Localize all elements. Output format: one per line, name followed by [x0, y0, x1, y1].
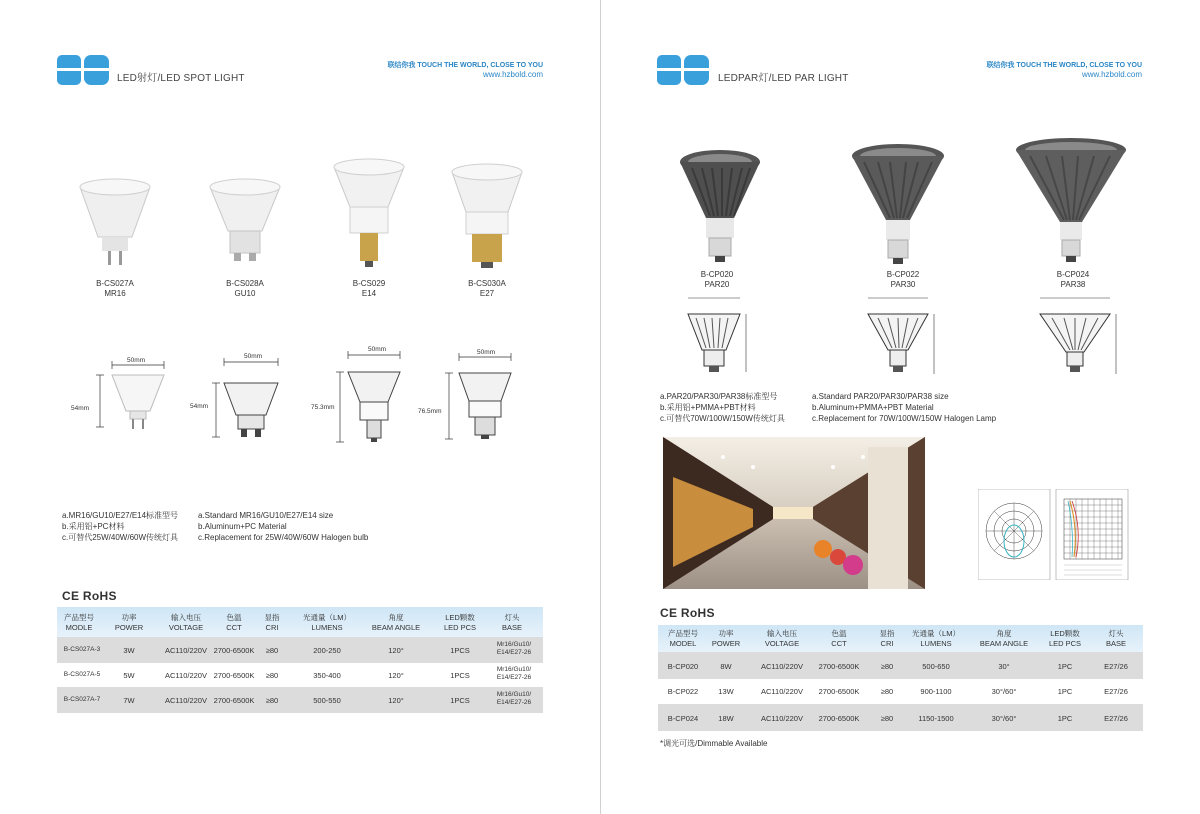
column-header: 光通量（LM） LUMENS: [912, 629, 960, 648]
cell-voltage: AC110/220V: [165, 671, 207, 680]
cell-power: 7W: [123, 696, 135, 705]
product-caption: B-CS027A MR16: [96, 279, 134, 298]
cell-voltage: AC110/220V: [761, 662, 803, 671]
mall-interior-photo: [663, 437, 925, 589]
table-row: [658, 704, 1143, 731]
column-header: 功率 POWER: [114, 613, 144, 632]
column-header: 产品型号 MODEL: [668, 629, 698, 648]
gu10-dimension-drawing: [200, 345, 310, 445]
cell-cri: ≥80: [265, 671, 279, 680]
product-caption: B-CS028A GU10: [226, 279, 264, 298]
light-distribution-chart: [978, 489, 1130, 580]
dimmable-footnote: *调光可选/Dimmable Available: [660, 739, 768, 748]
bd-logo-icon: [57, 55, 109, 85]
cell-cct: 2700-6500K: [818, 714, 860, 723]
cell-cct: 2700-6500K: [213, 696, 255, 705]
header-tagline: 联结你我 TOUCH THE WORLD, CLOSE TO YOU: [387, 62, 543, 69]
notes-english: a.Standard MR16/GU10/E27/E14 size b.Aluminum+PC Material c.Replacement for 25W/40W/60W Halogen bulb: [198, 511, 369, 542]
cell-cri: ≥80: [880, 714, 894, 723]
header-url: www.hzbold.com: [1081, 70, 1142, 79]
par20-lamp-icon: [678, 148, 762, 266]
mr16-bulb-icon: [78, 175, 152, 270]
e14-dimension-drawing: [330, 340, 420, 450]
dimension-height: 54mm: [190, 403, 209, 410]
table-row: [658, 652, 1143, 679]
product-caption: B-CS029 E14: [352, 279, 386, 298]
cell-led-pcs: 1PCS: [450, 696, 470, 705]
cell-beam-angle: 120°: [388, 671, 404, 680]
cell-cri: ≥80: [880, 662, 894, 671]
mr16-dimension-drawing: [60, 345, 170, 440]
header-tagline: 联结你我 TOUCH THE WORLD, CLOSE TO YOU: [986, 62, 1142, 69]
cell-model: B-CS027A-5: [63, 671, 101, 678]
cell-voltage: AC110/220V: [165, 646, 207, 655]
par30-lamp-icon: [850, 142, 946, 268]
dimension-height: 54mm: [71, 405, 90, 412]
cell-base: E27/26: [1104, 714, 1128, 723]
cell-cct: 2700-6500K: [213, 671, 255, 680]
column-header: 输入电压 VOLTAGE: [764, 629, 800, 648]
column-header: 显指 CRI: [264, 613, 280, 632]
product-caption: B-CP024 PAR38: [1056, 270, 1090, 289]
bd-logo-icon: [657, 55, 709, 85]
dimension-width: 50mm: [127, 357, 146, 364]
cell-power: 5W: [123, 671, 135, 680]
e27-bulb-icon: [450, 160, 524, 270]
dimension-width: 50mm: [244, 353, 263, 360]
par38-dimension-drawing: [1034, 292, 1130, 380]
cell-base: E27/26: [1104, 662, 1128, 671]
e14-bulb-icon: [332, 155, 406, 270]
cell-beam-angle: 120°: [388, 646, 404, 655]
certification-marks: CE RoHS: [62, 589, 117, 603]
page-title: LEDPAR灯/LED PAR LIGHT: [718, 73, 849, 84]
cell-cct: 2700-6500K: [818, 687, 860, 696]
page-title: LED射灯/LED SPOT LIGHT: [117, 73, 245, 84]
cell-lumens: 500-650: [922, 662, 950, 671]
cell-lumens: 500-550: [313, 696, 341, 705]
column-header: 显指 CRI: [879, 629, 895, 648]
column-header: 灯头 BASE: [501, 613, 522, 632]
table-header: [658, 625, 1143, 652]
column-header: LED颗数 LED PCS: [443, 613, 477, 632]
certification-marks: CE RoHS: [660, 606, 715, 620]
cell-voltage: AC110/220V: [761, 687, 803, 696]
column-header: 角度 BEAM ANGLE: [979, 629, 1029, 648]
cell-beam-angle: 120°: [388, 696, 404, 705]
par30-dimension-drawing: [862, 292, 948, 380]
column-header: 输入电压 VOLTAGE: [168, 613, 204, 632]
cell-lumens: 200-250: [313, 646, 341, 655]
spec-table: [658, 625, 1143, 731]
dimension-width: 50mm: [368, 346, 387, 353]
cell-cct: 2700-6500K: [818, 662, 860, 671]
par20-dimension-drawing: [682, 292, 762, 378]
cell-voltage: AC110/220V: [165, 696, 207, 705]
cell-cri: ≥80: [265, 646, 279, 655]
cell-model: B-CP022: [667, 687, 699, 696]
par38-lamp-icon: [1014, 136, 1128, 266]
notes-chinese: a.PAR20/PAR30/PAR38标准型号 b.采用铝+PMMA+PBT材料 c.可替代70W/100W/150W传统灯具: [660, 392, 785, 423]
table-header: [57, 607, 543, 637]
dimension-width: 50mm: [477, 349, 496, 356]
cell-voltage: AC110/220V: [761, 714, 803, 723]
header-url: www.hzbold.com: [482, 70, 543, 79]
dimension-height: 76.5mm: [418, 408, 442, 415]
column-header: 角度 BEAM ANGLE: [371, 613, 421, 632]
cell-cri: ≥80: [880, 687, 894, 696]
cell-lumens: 900-1100: [920, 687, 952, 696]
gu10-bulb-icon: [208, 175, 282, 270]
product-caption: B-CP022 PAR30: [886, 270, 920, 289]
cell-model: B-CP024: [667, 714, 699, 723]
cell-base: Mr16/Gu10/ E14/E27-26: [496, 691, 532, 706]
column-header: 色温 CCT: [831, 629, 847, 648]
dimension-height: 75.3mm: [311, 404, 335, 411]
column-header: LED颗数 LED PCS: [1048, 629, 1082, 648]
cell-beam-angle: 30°/60°: [991, 687, 1017, 696]
cell-led-pcs: 1PC: [1057, 687, 1073, 696]
cell-base: E27/26: [1104, 687, 1128, 696]
right-page: [600, 0, 1200, 814]
column-header: 功率 POWER: [711, 629, 741, 648]
product-caption: B-CP020 PAR20: [700, 270, 734, 289]
table-row: [57, 663, 543, 687]
cell-power: 3W: [123, 646, 135, 655]
table-row: [57, 687, 543, 713]
cell-cri: ≥80: [265, 696, 279, 705]
notes-english: a.Standard PAR20/PAR30/PAR38 size b.Aluminum+PMMA+PBT Material c.Replacement for 70W/100W/150W Halogen Lamp: [812, 392, 997, 423]
table-row: [658, 679, 1143, 704]
cell-model: B-CS027A-3: [63, 646, 101, 653]
cell-power: 8W: [720, 662, 732, 671]
cell-power: 18W: [718, 714, 734, 723]
cell-power: 13W: [718, 687, 734, 696]
cell-led-pcs: 1PC: [1057, 662, 1073, 671]
cell-led-pcs: 1PCS: [450, 671, 470, 680]
notes-chinese: a.MR16/GU10/E27/E14标准型号 b.采用铝+PC材料 c.可替代25W/40W/60W传统灯具: [62, 511, 179, 542]
cell-beam-angle: 30°: [998, 662, 1010, 671]
cell-base: Mr16/Gu10/ E14/E27-26: [496, 641, 532, 656]
cell-led-pcs: 1PCS: [450, 646, 470, 655]
cell-led-pcs: 1PC: [1057, 714, 1073, 723]
e27-dimension-drawing: [445, 343, 535, 443]
product-caption: B-CS030A E27: [468, 279, 506, 298]
cell-lumens: 1150-1500: [918, 714, 954, 723]
column-header: 灯头 BASE: [1105, 629, 1126, 648]
cell-beam-angle: 30°/60°: [991, 714, 1017, 723]
column-header: 产品型号 MODLE: [64, 613, 94, 632]
table-row: [57, 637, 543, 663]
column-header: 光通量（LM） LUMENS: [303, 613, 351, 632]
cell-model: B-CS027A-7: [63, 696, 101, 703]
cell-base: Mr16/Gu10/ E14/E27-26: [496, 666, 532, 681]
spec-table: [57, 607, 543, 713]
cell-model: B-CP020: [667, 662, 699, 671]
column-header: 色温 CCT: [226, 613, 242, 632]
cell-cct: 2700-6500K: [213, 646, 255, 655]
cell-lumens: 350-400: [313, 671, 341, 680]
